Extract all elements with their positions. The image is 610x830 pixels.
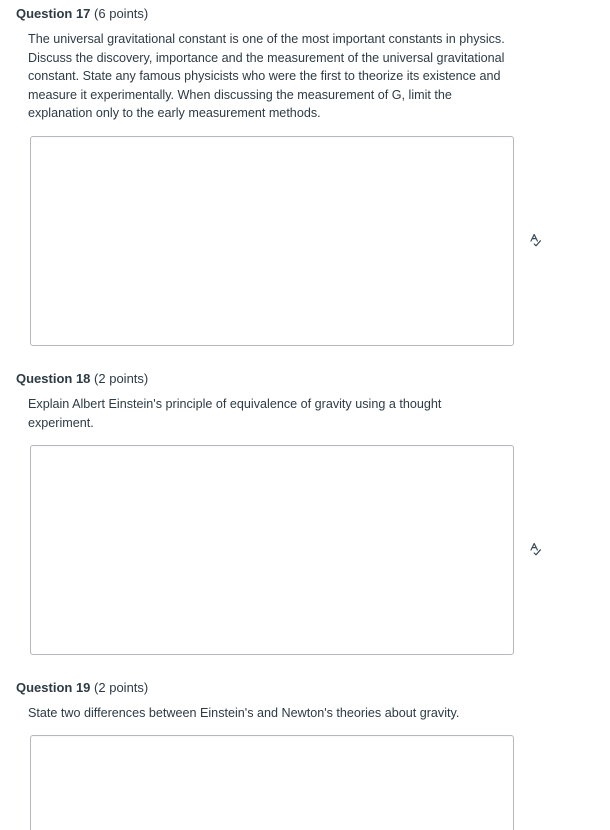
question-prompt: Explain Albert Einstein's principle of equivalence of gravity using a thought experiment. [28,397,442,430]
question-points: (2 points) [94,371,149,386]
question-header [16,371,148,387]
question-header [16,6,148,22]
question-points: (6 points) [94,6,149,21]
answer-textarea[interactable] [30,735,514,830]
question-header [16,680,148,696]
spell-check-icon[interactable] [528,233,542,247]
question-title: Question 17 [16,6,91,21]
answer-textarea[interactable] [30,136,514,346]
spell-check-icon[interactable] [528,542,542,556]
answer-textarea[interactable] [30,445,514,655]
question-title: Question 18 [16,371,91,386]
question-title: Question 19 [16,680,91,695]
question-points: (2 points) [94,680,149,695]
question-prompt: The universal gravitational constant is one of the most important constants in physics. Discuss the discovery, importance and the measurement of the universal gravitational constant. State any famous physicists who were the first to theorize its existence and measure it experimentally. When discussing the measurement of G, limit the explanation only to the early measurement methods. [28,32,505,120]
question-prompt: State two differences between Einstein's and Newton's theories about gravity. [28,706,460,720]
